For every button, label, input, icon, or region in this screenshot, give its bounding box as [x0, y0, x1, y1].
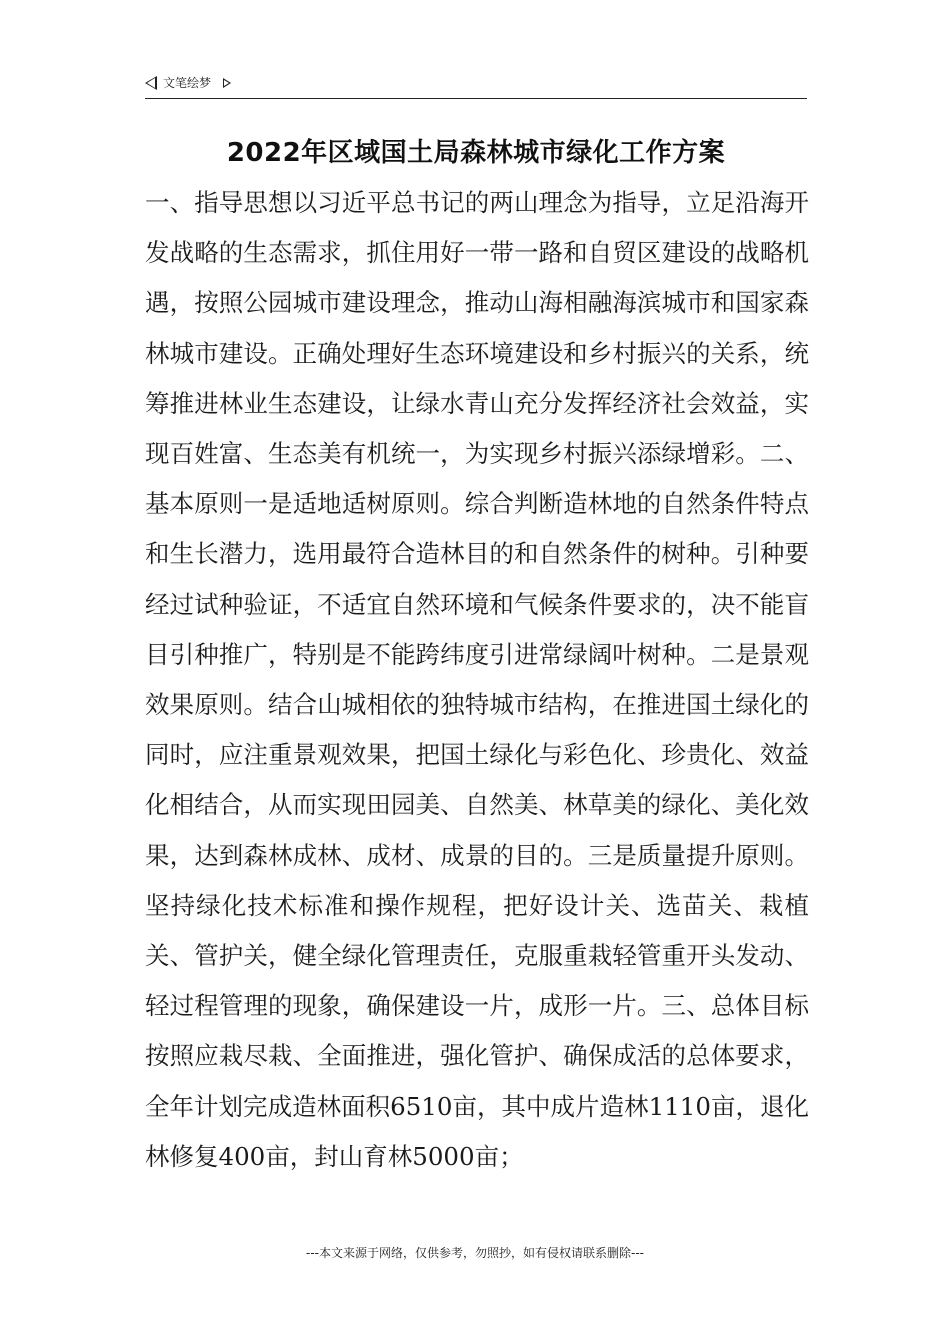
footer-notice: ---本文来源于网络，仅供参考，勿照抄，如有侵权请联系删除--- — [306, 1246, 644, 1260]
document-body — [145, 178, 809, 1182]
brand-text: 文笔绘梦 — [163, 76, 212, 90]
body-paragraph: 一、指导思想以习近平总书记的两山理念为指导，立足沿海开发战略的生态需求，抓住用好一带一路和自贸区建设的战略机遇，按照公园城市建设理念，推动山海相融海滨城市和国家森林城市建设。正确处理好生态环境建设和乡村振兴的关系，统筹推进林业生态建设，让绿水青山充分发挥经济社会效益，实现百姓富、生态美有机统一，为实现乡村振兴添绿增彩。二、基本原则一是适地适树原则。综合判断造林地的自然条件特点和生长潜力，选用最符合造林目的和自然条件的树种。引种要经过试种验证，不适宜自然环境和气候条件要求的，决不能盲目引种推广，特别是不能跨纬度引进常绿阔叶树种。二是景观效果原则。结合山城相依的独特城市结构，在推进国土绿化的同时，应注重景观效果，把国土绿化与彩色化、珍贵化、效益化相结合，从而实现田园美、自然美、林草美的绿化、美化效果，达到森林成林、成材、成景的目的。三是质量提升原则。坚持绿化技术标准和操作规程，把好设计关、选苗关、栽植关、管护关，健全绿化管理责任，克服重栽轻管重开头发动、轻过程管理的现象，确保建设一片，成形一片。三、总体目标按照应栽尽栽、全面推进，强化管护、确保成活的总体要求，全年计划完成造林面积6510亩，其中成片造林1110亩，退化林修复400亩，封山育林5000亩； — [145, 188, 809, 1171]
brand — [145, 74, 231, 91]
document-title: 2022年区域国土局森林城市绿化工作方案 — [226, 138, 726, 168]
page-header — [145, 72, 807, 99]
triangle-left-icon — [145, 76, 157, 90]
triangle-right-icon — [223, 78, 231, 88]
